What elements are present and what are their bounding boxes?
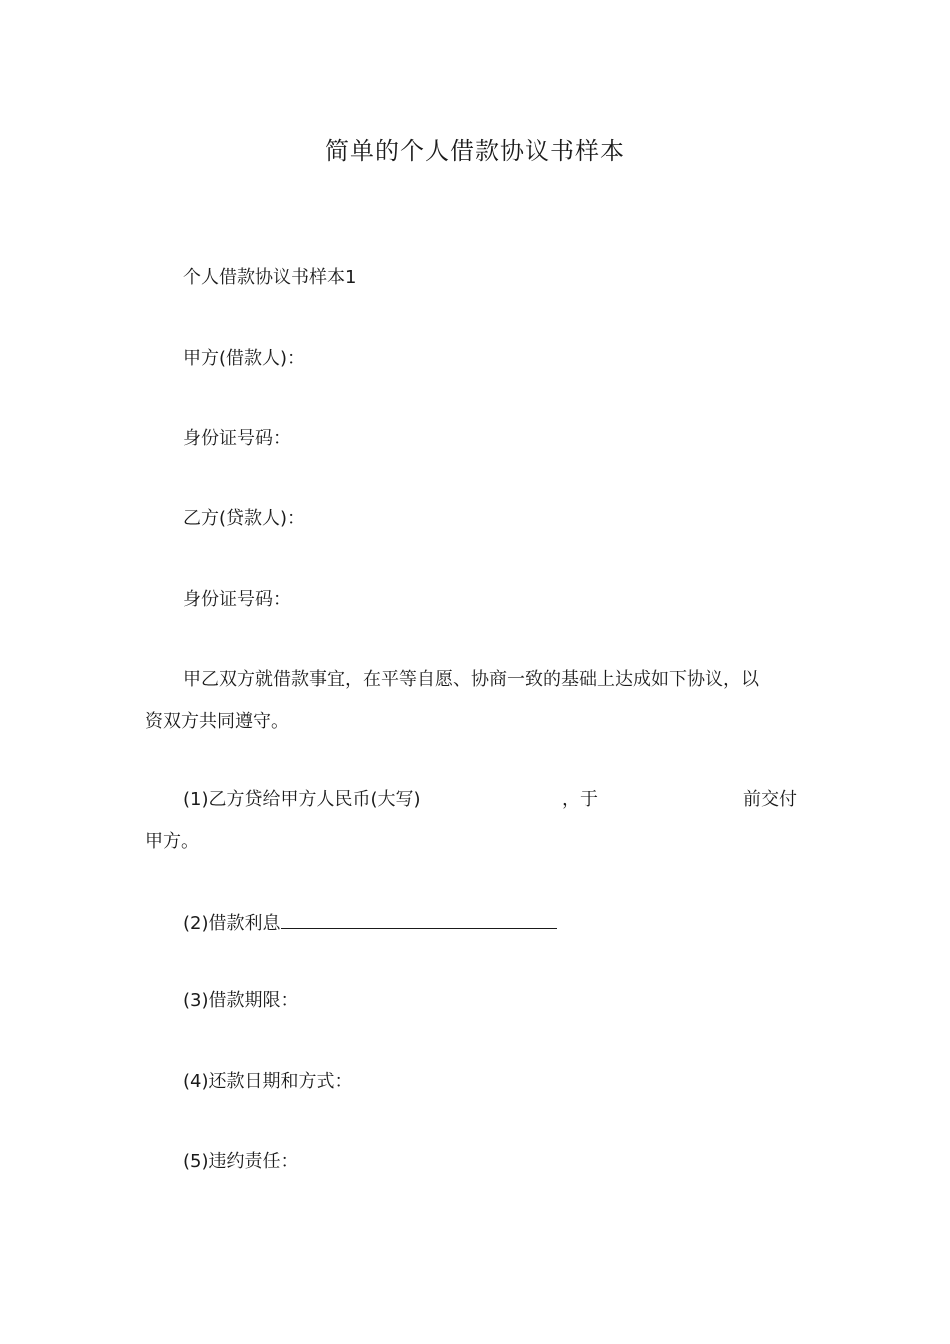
party-a-label: 甲方(借款人)： <box>183 348 306 369</box>
clause-4: (4)还款日期和方式： <box>183 1071 353 1092</box>
clause-1-part-2: ，于 <box>562 789 598 810</box>
clause-3: (3)借款期限： <box>183 990 299 1011</box>
clause-2-label: (2)借款利息 <box>183 913 281 934</box>
preamble-line-2: 资双方共同遵守。 <box>145 711 289 732</box>
clause-1-part-1: (1)乙方贷给甲方人民币(大写) <box>183 789 421 810</box>
preamble-line-1: 甲乙双方就借款事宜，在平等自愿、协商一致的基础上达成如下协议，以 <box>183 669 759 690</box>
clause-2 <box>183 909 557 936</box>
party-b-id-label: 身份证号码： <box>183 589 291 610</box>
section-heading: 个人借款协议书样本1 <box>183 267 357 288</box>
interest-blank-line <box>281 909 557 929</box>
party-a-id-label: 身份证号码： <box>183 428 291 449</box>
clause-5: (5)违约责任： <box>183 1151 299 1172</box>
clause-1-line-2: 甲方。 <box>145 831 199 852</box>
clause-1-part-3: 前交付 <box>743 789 797 810</box>
party-b-label: 乙方(贷款人)： <box>183 508 306 529</box>
document-title: 简单的个人借款协议书样本 <box>325 137 625 165</box>
